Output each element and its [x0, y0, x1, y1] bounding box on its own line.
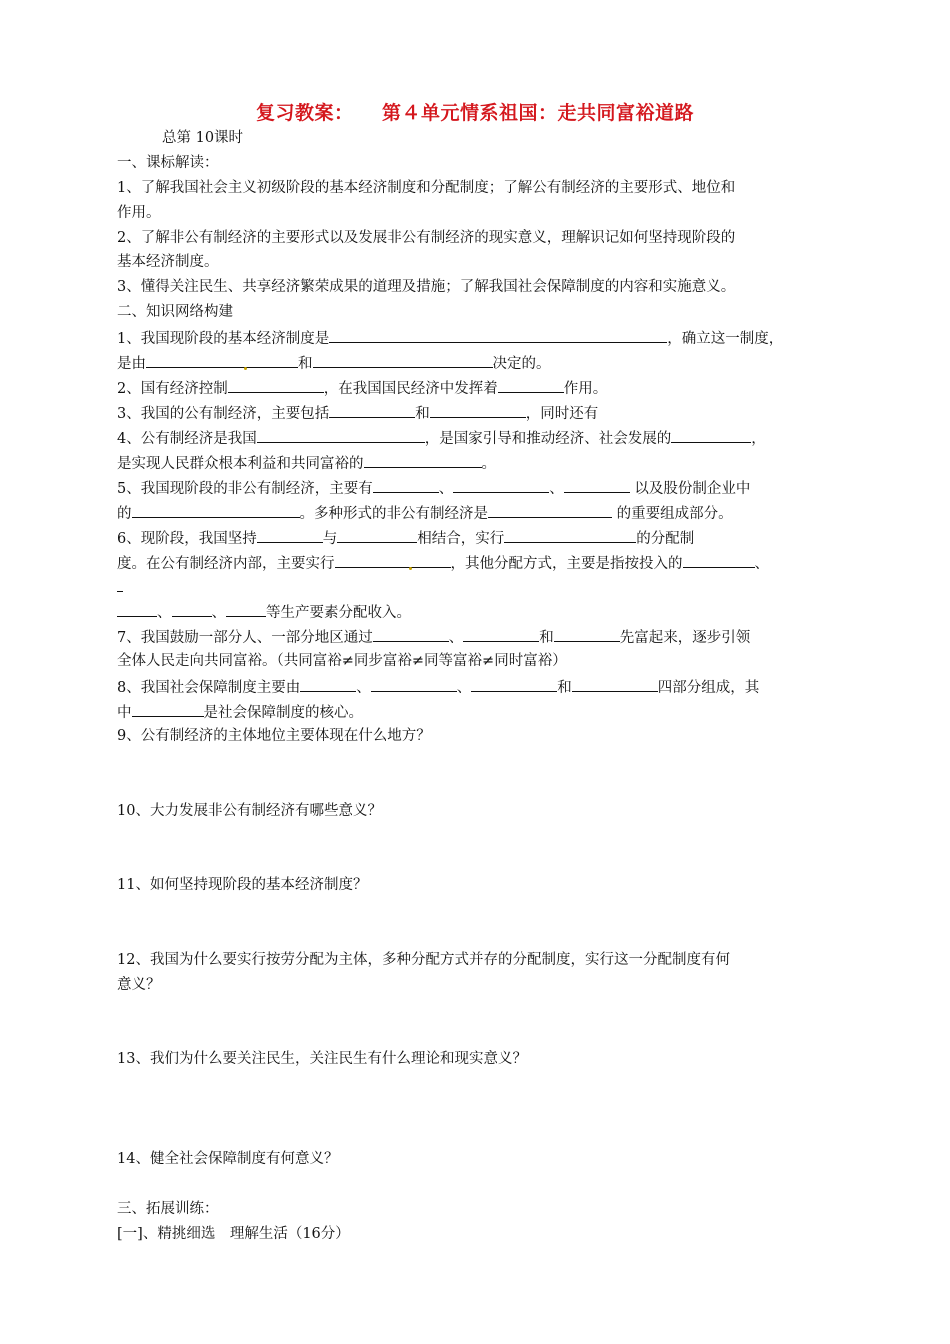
- fill-question-7-cont: 全体人民走向共同富裕。（共同富裕≠同步富裕≠同等富裕≠同时富裕）: [117, 653, 567, 669]
- answer-blank[interactable]: [453, 477, 549, 493]
- answer-blank[interactable]: [430, 402, 526, 418]
- answer-blank[interactable]: [373, 477, 439, 493]
- fill-question-8: 8、我国社会保障制度主要由 、 、 和 四部分组成，其: [117, 676, 759, 698]
- answer-blank[interactable]: [504, 527, 636, 543]
- fill-question-6-cont2: 、 、 等生产要素分配收入。: [117, 601, 411, 623]
- page-title: 复习教案： 第４单元情系祖国：走共同富裕道路: [256, 102, 694, 124]
- fill-question-4-cont: 是实现人民群众根本利益和共同富裕的 。: [117, 452, 496, 474]
- section-heading-3: 三、拓展训练：: [117, 1201, 219, 1217]
- answer-blank[interactable]: [564, 477, 630, 493]
- open-question-12-cont: 意义？: [117, 977, 161, 993]
- standard-line: 作用。: [117, 205, 161, 221]
- answer-blank[interactable]: [257, 427, 425, 443]
- fill-question-1-cont: 是由 和 决定的。: [117, 352, 551, 374]
- answer-blank[interactable]: [329, 327, 667, 343]
- answer-blank[interactable]: [226, 601, 266, 617]
- answer-blank[interactable]: [300, 676, 356, 692]
- open-question-9: 9、公有制经济的主体地位主要体现在什么地方？: [117, 728, 431, 744]
- standard-line: 基本经济制度。: [117, 254, 219, 270]
- fill-question-5: 5、我国现阶段的非公有制经济，主要有 、 、 以及股份制企业中: [117, 477, 750, 499]
- answer-blank[interactable]: [132, 502, 300, 518]
- answer-blank[interactable]: [132, 701, 204, 717]
- answer-blank[interactable]: [337, 527, 417, 543]
- exercise-heading: [一]、精挑细选 理解生活（16分）: [117, 1226, 350, 1242]
- answer-blank[interactable]: [117, 576, 123, 592]
- answer-blank[interactable]: [572, 676, 658, 692]
- answer-blank[interactable]: [373, 626, 449, 642]
- fill-question-4: 4、公有制经济是我国 ，是国家引导和推动经济、社会发展的 ，: [117, 427, 766, 449]
- fill-question-1: 1、我国现阶段的基本经济制度是 ，确立这一制度，: [117, 327, 783, 349]
- open-question-11: 11、如何坚持现阶段的基本经济制度？: [117, 877, 368, 893]
- answer-blank[interactable]: [554, 626, 620, 642]
- answer-blank[interactable]: [335, 552, 451, 568]
- standard-line: 2、了解非公有制经济的主要形式以及发展非公有制经济的现实意义，理解识记如何坚持现阶段的: [117, 230, 736, 246]
- lesson-number: 总第 10课时: [162, 130, 244, 146]
- answer-blank[interactable]: [371, 676, 457, 692]
- answer-blank[interactable]: [172, 601, 212, 617]
- answer-blank[interactable]: [364, 452, 482, 468]
- answer-blank[interactable]: [313, 352, 493, 368]
- open-question-10: 10、大力发展非公有制经济有哪些意义？: [117, 803, 382, 819]
- open-question-13: 13、我们为什么要关注民生，关注民生有什么理论和现实意义？: [117, 1051, 527, 1067]
- section-heading-1: 一、课标解读：: [117, 155, 219, 171]
- answer-blank[interactable]: [498, 377, 564, 393]
- answer-blank[interactable]: [257, 527, 323, 543]
- standard-line: 1、了解我国社会主义初级阶段的基本经济制度和分配制度；了解公有制经济的主要形式、地位和: [117, 180, 736, 196]
- answer-blank[interactable]: [463, 626, 539, 642]
- answer-blank[interactable]: [146, 352, 298, 368]
- answer-blank[interactable]: [117, 601, 157, 617]
- answer-blank[interactable]: [329, 402, 415, 418]
- fill-question-2: 2、国有经济控制 ，在我国国民经济中发挥着 作用。: [117, 377, 607, 399]
- stray-blank: [117, 576, 123, 598]
- fill-question-8-cont: 中 是社会保障制度的核心。: [117, 701, 363, 723]
- answer-blank[interactable]: [471, 676, 557, 692]
- answer-blank[interactable]: [671, 427, 751, 443]
- fill-question-6-cont: 度。在公有制经济内部，主要实行 ，其他分配方式，主要是指按投入的 、: [117, 552, 769, 574]
- fill-question-7: 7、我国鼓励一部分人、一部分地区通过 、 和 先富起来，逐步引领: [117, 626, 750, 648]
- fill-question-5-cont: 的 。多种形式的非公有制经济是 的重要组成部分。: [117, 502, 733, 524]
- fill-question-6: 6、现阶段，我国坚持 与 相结合，实行 的分配制: [117, 527, 694, 549]
- answer-blank[interactable]: [228, 377, 324, 393]
- open-question-12: 12、我国为什么要实行按劳分配为主体，多种分配方式并存的分配制度，实行这一分配制度有何: [117, 952, 730, 968]
- standard-line: 3、懂得关注民生、共享经济繁荣成果的道理及措施；了解我国社会保障制度的内容和实施意义。: [117, 279, 736, 295]
- open-question-14: 14、健全社会保障制度有何意义？: [117, 1151, 339, 1167]
- section-heading-2: 二、知识网络构建: [117, 304, 233, 320]
- answer-blank[interactable]: [683, 552, 755, 568]
- answer-blank[interactable]: [488, 502, 612, 518]
- fill-question-3: 3、我国的公有制经济，主要包括 和 ，同时还有: [117, 402, 598, 424]
